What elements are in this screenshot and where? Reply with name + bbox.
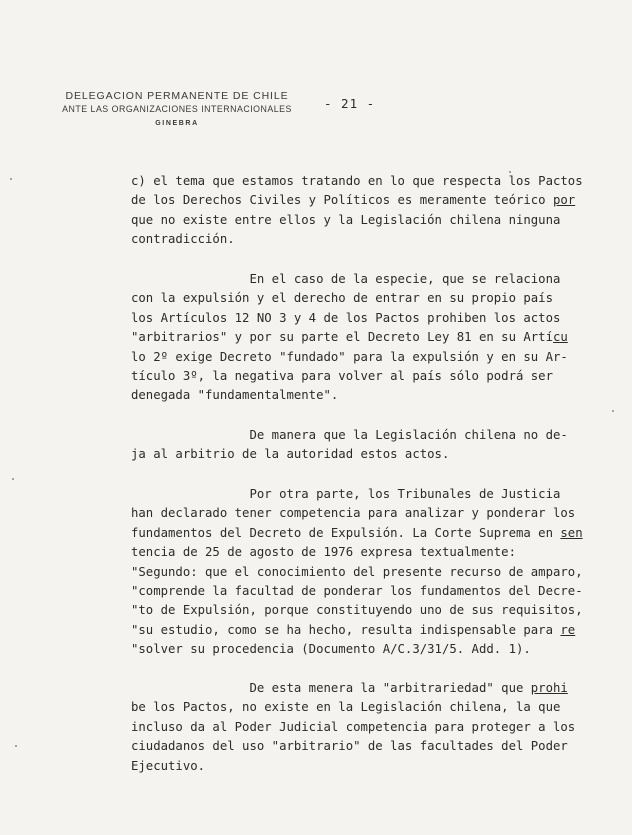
text-segment: "Segundo: que el conocimiento del presente recurso de amparo, <box>131 564 583 579</box>
text-line <box>131 564 583 580</box>
text-segment: han declarado tener competencia para analizar y ponderar los <box>131 506 576 521</box>
text-line <box>131 231 235 247</box>
text-line <box>131 680 568 696</box>
text-segment: fundamentos del Decreto de Expulsión. La Corte Suprema en <box>131 525 561 540</box>
scan-speck <box>509 171 511 173</box>
text-line <box>131 349 568 365</box>
scan-speck <box>10 178 12 180</box>
scan-speck <box>12 478 14 480</box>
text-segment: De esta menera la "arbitrariedad" que <box>131 681 531 695</box>
text-segment: contradicción. <box>131 232 235 247</box>
text-line <box>131 544 516 560</box>
letterhead-line-3: GINEBRA <box>155 120 199 127</box>
underlined-text: sen <box>560 525 583 540</box>
text-line <box>131 310 560 326</box>
text-segment: ciudadanos del uso "arbitrario" de las facultades del Poder <box>131 739 568 754</box>
underlined-text: por <box>553 193 576 208</box>
text-line <box>131 427 568 443</box>
text-line <box>131 329 568 345</box>
text-segment: "arbitrarios" y por su parte el Decreto Ley 81 en su Artí <box>131 330 553 345</box>
text-line <box>131 212 560 228</box>
page-number: - 21 - <box>324 96 376 111</box>
text-segment: "to de Expulsión, porque constituyendo uno de sus requisitos, <box>131 603 583 618</box>
text-line <box>131 486 560 502</box>
text-segment: de los Derechos Civiles y Políticos es meramente teórico <box>131 193 553 208</box>
text-line <box>131 719 575 735</box>
text-segment: denegada "fundamentalmente". <box>131 388 339 403</box>
text-line <box>131 192 575 208</box>
text-segment: ja al arbitrio de la autoridad estos actos. <box>131 447 450 462</box>
text-line <box>131 738 568 754</box>
scan-speck <box>15 745 17 747</box>
text-segment: En el caso de la especie, que se relaciona <box>131 272 561 286</box>
text-segment: "su estudio, como se ha hecho, resulta indispensable para <box>131 622 561 637</box>
text-line <box>131 173 583 189</box>
text-line <box>131 525 583 541</box>
underlined-text: re <box>560 622 576 637</box>
text-segment: Ejecutivo. <box>131 758 206 773</box>
text-segment: con la expulsión y el derecho de entrar en su propio país <box>131 291 553 306</box>
text-line <box>131 387 338 403</box>
letterhead-line-1: DELEGACION PERMANENTE DE CHILE <box>65 90 289 102</box>
text-segment: Por otra parte, los Tribunales de Justicia <box>131 487 561 501</box>
text-line <box>131 758 205 774</box>
text-line <box>131 505 575 521</box>
text-segment: De manera que la Legislación chilena no de- <box>131 428 568 442</box>
letterhead <box>52 90 302 130</box>
text-line <box>131 290 553 306</box>
underlined-text: cu <box>553 330 568 345</box>
letterhead-line-2: ANTE LAS ORGANIZACIONES INTERNACIONALES <box>62 104 292 114</box>
text-segment: que no existe entre ellos y la Legislación chilena ninguna <box>131 212 561 227</box>
text-line <box>131 446 449 462</box>
text-segment: los Artículos 12 NO 3 y 4 de los Pactos prohiben los actos <box>131 310 561 325</box>
text-line <box>131 368 553 384</box>
text-segment: be los Pactos, no existe en la Legislación chilena, la que <box>131 700 561 715</box>
text-line <box>131 641 531 657</box>
text-segment: c) el tema que estamos tratando en lo que respecta los Pactos <box>131 174 583 188</box>
scan-speck <box>612 410 614 412</box>
text-line <box>131 622 575 638</box>
text-segment: "comprende la facultad de ponderar los fundamentos del Decre- <box>131 584 583 598</box>
underlined-text: prohi <box>530 681 568 695</box>
text-line <box>131 271 560 287</box>
text-segment: tencia de 25 de agosto de 1976 expresa textualmente: <box>131 545 516 560</box>
text-line <box>131 583 583 599</box>
text-segment: tículo 3º, la negativa para volver al país sólo podrá ser <box>131 369 553 383</box>
text-line <box>131 602 583 618</box>
text-segment: lo 2º exige Decreto "fundado" para la expulsión y en su Ar- <box>131 349 568 364</box>
text-segment: incluso da al Poder Judicial competencia para proteger a los <box>131 719 576 734</box>
text-segment: "solver su procedencia (Documento A/C.3/31/5. Add. 1). <box>131 642 531 657</box>
text-line <box>131 699 560 715</box>
